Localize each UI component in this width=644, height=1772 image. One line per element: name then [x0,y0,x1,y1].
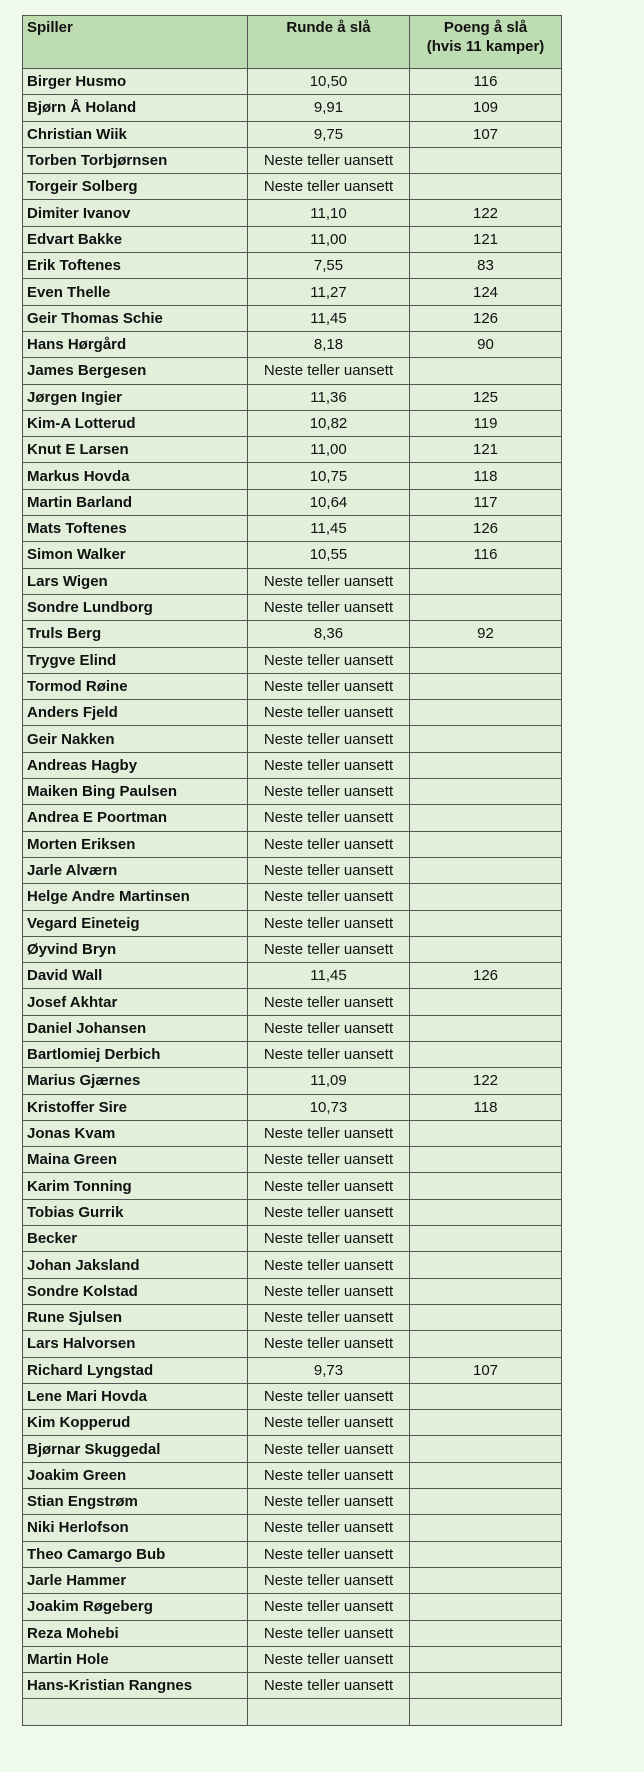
table-row [23,1147,562,1173]
points-to-beat-cell [410,805,562,831]
round-to-beat-cell: 10,50 [248,69,410,95]
points-to-beat-cell: 92 [410,621,562,647]
table-row [23,305,562,331]
round-to-beat-cell: Neste teller uansett [248,147,410,173]
table-row [23,1410,562,1436]
player-name-cell: Jonas Kvam [23,1120,248,1146]
round-to-beat-cell: Neste teller uansett [248,568,410,594]
round-to-beat-cell: 11,36 [248,384,410,410]
player-name-cell: Trygve Elind [23,647,248,673]
points-to-beat-cell [410,174,562,200]
table-row [23,700,562,726]
round-to-beat-cell: 7,55 [248,253,410,279]
round-to-beat-cell: Neste teller uansett [248,1226,410,1252]
points-to-beat-cell [410,1278,562,1304]
points-to-beat-cell: 118 [410,1094,562,1120]
round-to-beat-cell: Neste teller uansett [248,1646,410,1672]
points-to-beat-cell: 116 [410,542,562,568]
player-name-cell: Geir Nakken [23,726,248,752]
table-row [23,253,562,279]
table-wrapper [22,15,562,1726]
round-to-beat-cell: Neste teller uansett [248,1462,410,1488]
round-to-beat-cell: Neste teller uansett [248,1673,410,1699]
round-to-beat-cell: Neste teller uansett [248,673,410,699]
player-table [22,15,562,1726]
round-to-beat-cell: 11,00 [248,437,410,463]
points-to-beat-cell: 126 [410,963,562,989]
table-row [23,1673,562,1699]
points-to-beat-cell [410,1383,562,1409]
player-name-cell: Karim Tonning [23,1173,248,1199]
points-to-beat-cell [410,568,562,594]
table-row [23,1120,562,1146]
points-to-beat-cell [410,647,562,673]
table-row [23,1567,562,1593]
player-name-cell: Martin Hole [23,1646,248,1672]
table-row [23,1173,562,1199]
player-name-cell: David Wall [23,963,248,989]
player-name-cell: Joakim Røgeberg [23,1594,248,1620]
round-to-beat-cell: Neste teller uansett [248,884,410,910]
player-name-cell: Hans Hørgård [23,331,248,357]
player-name-cell: Torben Torbjørnsen [23,147,248,173]
table-row [23,1462,562,1488]
table-row [23,884,562,910]
player-name-cell: Andrea E Poortman [23,805,248,831]
round-to-beat-cell: Neste teller uansett [248,910,410,936]
round-to-beat-cell: Neste teller uansett [248,989,410,1015]
table-row [23,936,562,962]
round-to-beat-cell: 11,45 [248,305,410,331]
round-to-beat-cell: 10,64 [248,489,410,515]
table-row [23,121,562,147]
round-to-beat-cell: Neste teller uansett [248,1383,410,1409]
round-to-beat-cell: Neste teller uansett [248,174,410,200]
points-to-beat-cell [410,673,562,699]
player-name-cell: Lars Wigen [23,568,248,594]
round-to-beat-cell: Neste teller uansett [248,647,410,673]
player-name-cell: Sondre Lundborg [23,594,248,620]
points-to-beat-cell [410,1567,562,1593]
points-to-beat-cell: 122 [410,1068,562,1094]
round-to-beat-cell: 8,36 [248,621,410,647]
round-to-beat-cell: 10,82 [248,410,410,436]
points-to-beat-cell [410,1594,562,1620]
points-to-beat-cell: 119 [410,410,562,436]
points-to-beat-cell [410,989,562,1015]
player-name-cell: Bjørn Å Holand [23,95,248,121]
table-row [23,831,562,857]
table-body [23,69,562,1726]
table-row [23,621,562,647]
player-name-cell: Andreas Hagby [23,752,248,778]
player-name-cell: Edvart Bakke [23,226,248,252]
points-to-beat-cell [410,752,562,778]
points-to-beat-cell: 121 [410,437,562,463]
player-name-cell: Johan Jaksland [23,1252,248,1278]
table-row [23,1541,562,1567]
table-row [23,1278,562,1304]
points-to-beat-cell: 124 [410,279,562,305]
points-to-beat-cell [410,726,562,752]
round-to-beat-cell: Neste teller uansett [248,1120,410,1146]
points-to-beat-cell [410,147,562,173]
points-to-beat-cell [410,910,562,936]
player-name-cell: Markus Hovda [23,463,248,489]
table-row [23,147,562,173]
table-row [23,1620,562,1646]
table-row [23,489,562,515]
table-row [23,989,562,1015]
points-to-beat-cell: 83 [410,253,562,279]
round-to-beat-cell [248,1699,410,1725]
player-name-cell: Morten Eriksen [23,831,248,857]
player-name-cell: Richard Lyngstad [23,1357,248,1383]
player-name-cell: Christian Wiik [23,121,248,147]
player-name-cell: Erik Toftenes [23,253,248,279]
points-to-beat-cell [410,1199,562,1225]
points-to-beat-cell [410,779,562,805]
points-to-beat-cell: 107 [410,1357,562,1383]
player-name-cell: Simon Walker [23,542,248,568]
player-name-cell: Theo Camargo Bub [23,1541,248,1567]
points-to-beat-cell [410,594,562,620]
table-row [23,1489,562,1515]
points-to-beat-cell [410,1673,562,1699]
table-row [23,1068,562,1094]
round-to-beat-cell: 11,10 [248,200,410,226]
player-name-cell: Lars Halvorsen [23,1331,248,1357]
round-to-beat-cell: Neste teller uansett [248,1541,410,1567]
table-row [23,963,562,989]
points-to-beat-cell [410,1304,562,1330]
points-to-beat-cell [410,700,562,726]
table-row [23,1041,562,1067]
table-row [23,542,562,568]
player-name-cell: Vegard Eineteig [23,910,248,936]
player-name-cell: Jørgen Ingier [23,384,248,410]
table-row [23,358,562,384]
player-name-cell: Rune Sjulsen [23,1304,248,1330]
player-name-cell: Kristoffer Sire [23,1094,248,1120]
player-name-cell: Bjørnar Skuggedal [23,1436,248,1462]
round-to-beat-cell: Neste teller uansett [248,857,410,883]
table-row [23,410,562,436]
round-to-beat-cell: Neste teller uansett [248,1252,410,1278]
round-to-beat-cell: 10,73 [248,1094,410,1120]
table-row [23,1252,562,1278]
table-row [23,726,562,752]
table-row [23,568,562,594]
round-to-beat-cell: 9,91 [248,95,410,121]
points-to-beat-cell [410,1462,562,1488]
table-row [23,779,562,805]
player-name-cell: Jarle Hammer [23,1567,248,1593]
round-to-beat-cell: Neste teller uansett [248,700,410,726]
round-to-beat-cell: Neste teller uansett [248,726,410,752]
round-to-beat-cell: Neste teller uansett [248,1489,410,1515]
player-name-cell: Bartlomiej Derbich [23,1041,248,1067]
round-to-beat-cell: 9,73 [248,1357,410,1383]
points-to-beat-cell [410,1489,562,1515]
player-name-cell: Jarle Alværn [23,857,248,883]
round-to-beat-cell: 10,55 [248,542,410,568]
round-to-beat-cell: Neste teller uansett [248,594,410,620]
points-to-beat-cell [410,1015,562,1041]
round-to-beat-cell: Neste teller uansett [248,1173,410,1199]
points-to-beat-cell [410,1041,562,1067]
player-name-cell: Truls Berg [23,621,248,647]
points-to-beat-cell [410,936,562,962]
player-name-cell [23,1699,248,1725]
player-name-cell: Geir Thomas Schie [23,305,248,331]
points-to-beat-cell [410,1699,562,1725]
round-to-beat-cell: Neste teller uansett [248,779,410,805]
player-name-cell: Tormod Røine [23,673,248,699]
table-row [23,1015,562,1041]
table-row [23,1515,562,1541]
points-to-beat-cell [410,1331,562,1357]
round-to-beat-cell: Neste teller uansett [248,752,410,778]
table-row [23,1646,562,1672]
round-to-beat-cell: Neste teller uansett [248,1304,410,1330]
points-to-beat-cell [410,1120,562,1146]
table-row [23,673,562,699]
points-to-beat-cell: 116 [410,69,562,95]
round-to-beat-cell: Neste teller uansett [248,1278,410,1304]
round-to-beat-cell: Neste teller uansett [248,1147,410,1173]
points-to-beat-cell: 118 [410,463,562,489]
table-row [23,752,562,778]
table-row [23,1383,562,1409]
points-to-beat-cell [410,1541,562,1567]
round-to-beat-cell: Neste teller uansett [248,1594,410,1620]
table-row [23,594,562,620]
round-to-beat-cell: 11,09 [248,1068,410,1094]
points-to-beat-cell [410,1173,562,1199]
points-to-beat-cell [410,1436,562,1462]
table-row [23,516,562,542]
player-name-cell: Helge Andre Martinsen [23,884,248,910]
table-row [23,174,562,200]
table-row [23,857,562,883]
points-to-beat-cell: 126 [410,516,562,542]
table-row [23,1331,562,1357]
points-to-beat-cell: 90 [410,331,562,357]
table-row [23,1199,562,1225]
round-to-beat-cell: Neste teller uansett [248,1331,410,1357]
points-to-beat-cell [410,831,562,857]
round-to-beat-cell: Neste teller uansett [248,1410,410,1436]
points-to-beat-cell: 122 [410,200,562,226]
round-to-beat-cell: Neste teller uansett [248,1015,410,1041]
player-name-cell: Lene Mari Hovda [23,1383,248,1409]
player-name-cell: Mats Toftenes [23,516,248,542]
points-to-beat-cell [410,1226,562,1252]
player-name-cell: Kim-A Lotterud [23,410,248,436]
round-to-beat-cell: Neste teller uansett [248,1620,410,1646]
round-to-beat-cell: Neste teller uansett [248,831,410,857]
table-header [23,16,562,69]
player-name-cell: Joakim Green [23,1462,248,1488]
table-row [23,437,562,463]
round-to-beat-cell: 11,45 [248,516,410,542]
player-name-cell: Knut E Larsen [23,437,248,463]
table-row [23,1594,562,1620]
points-to-beat-cell [410,1410,562,1436]
round-to-beat-cell: Neste teller uansett [248,1515,410,1541]
round-to-beat-cell: Neste teller uansett [248,358,410,384]
player-name-cell: Becker [23,1226,248,1252]
player-name-cell: Hans-Kristian Rangnes [23,1673,248,1699]
player-name-cell: Martin Barland [23,489,248,515]
table-row [23,1357,562,1383]
table-row [23,910,562,936]
round-to-beat-cell: 11,00 [248,226,410,252]
table-row [23,200,562,226]
table-row [23,1436,562,1462]
round-to-beat-cell: 11,27 [248,279,410,305]
player-name-cell: Niki Herlofson [23,1515,248,1541]
header-points-to-beat: Poeng å slå (hvis 11 kamper) [410,16,562,69]
table-row [23,69,562,95]
player-name-cell: Anders Fjeld [23,700,248,726]
points-to-beat-cell [410,1252,562,1278]
player-name-cell: Birger Husmo [23,69,248,95]
round-to-beat-cell: Neste teller uansett [248,805,410,831]
header-row [23,16,562,69]
table-row [23,226,562,252]
table-row [23,95,562,121]
round-to-beat-cell: Neste teller uansett [248,936,410,962]
table-row [23,279,562,305]
player-name-cell: Even Thelle [23,279,248,305]
player-name-cell: Maina Green [23,1147,248,1173]
table-row [23,1304,562,1330]
points-to-beat-cell: 117 [410,489,562,515]
points-to-beat-cell [410,358,562,384]
header-player: Spiller [23,16,248,69]
header-round-to-beat: Runde å slå [248,16,410,69]
points-to-beat-cell [410,1646,562,1672]
player-name-cell: Sondre Kolstad [23,1278,248,1304]
table-row [23,463,562,489]
round-to-beat-cell: 9,75 [248,121,410,147]
player-name-cell: Daniel Johansen [23,1015,248,1041]
table-row [23,384,562,410]
round-to-beat-cell: Neste teller uansett [248,1041,410,1067]
points-to-beat-cell: 109 [410,95,562,121]
points-to-beat-cell: 125 [410,384,562,410]
player-name-cell: Dimiter Ivanov [23,200,248,226]
round-to-beat-cell: Neste teller uansett [248,1436,410,1462]
player-name-cell: Torgeir Solberg [23,174,248,200]
round-to-beat-cell: 10,75 [248,463,410,489]
points-to-beat-cell [410,1515,562,1541]
points-to-beat-cell [410,1147,562,1173]
player-name-cell: Maiken Bing Paulsen [23,779,248,805]
table-row [23,647,562,673]
player-name-cell: Tobias Gurrik [23,1199,248,1225]
player-name-cell: Øyvind Bryn [23,936,248,962]
table-row [23,331,562,357]
player-name-cell: Marius Gjærnes [23,1068,248,1094]
points-to-beat-cell [410,857,562,883]
points-to-beat-cell: 126 [410,305,562,331]
round-to-beat-cell: Neste teller uansett [248,1567,410,1593]
points-to-beat-cell: 107 [410,121,562,147]
player-name-cell: Stian Engstrøm [23,1489,248,1515]
points-to-beat-cell [410,884,562,910]
player-name-cell: James Bergesen [23,358,248,384]
round-to-beat-cell: Neste teller uansett [248,1199,410,1225]
points-to-beat-cell [410,1620,562,1646]
table-row [23,1226,562,1252]
round-to-beat-cell: 8,18 [248,331,410,357]
player-name-cell: Reza Mohebi [23,1620,248,1646]
round-to-beat-cell: 11,45 [248,963,410,989]
table-row [23,805,562,831]
points-to-beat-cell: 121 [410,226,562,252]
table-row [23,1094,562,1120]
table-row [23,1699,562,1725]
player-name-cell: Josef Akhtar [23,989,248,1015]
player-name-cell: Kim Kopperud [23,1410,248,1436]
